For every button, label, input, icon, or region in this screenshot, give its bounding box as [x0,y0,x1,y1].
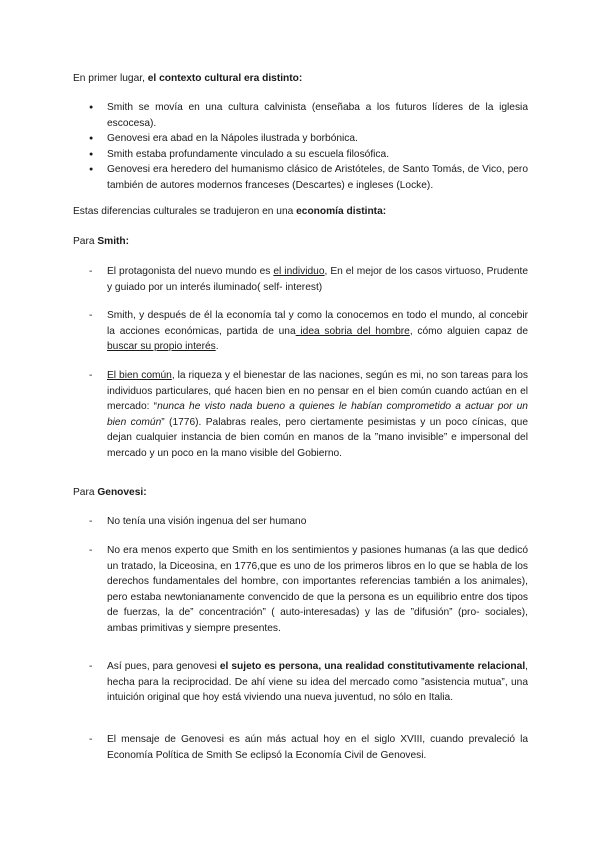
economy-bold: economía distinta: [296,206,387,217]
text-span: , cómo alguien capaz de [409,325,528,337]
text-span: , hecha para la reciprocidad. De ahí viene su idea del mercado como ”asistencia mutua”, una intuición original que hoy está viviendo una nueva juventud, no sólo en Italia. [107,661,528,703]
underlined-text: El bien común [107,370,172,381]
text-span: No tenía una visión ingenua del ser humano [107,516,307,527]
genovesi-item-relational [73,659,528,706]
smith-item-economy [73,308,528,355]
dash-marker: - [89,310,93,321]
list-item: ● Smith estaba profundamente vinculado a su escuela filosófica. [73,147,528,163]
underlined-text: el individuo [273,266,325,277]
genovesi-item-passions [73,543,528,636]
text-span: El mensaje de Genovesi es aún más actual hoy en el siglo XVIII, cuando prevaleció la Economía Política de Smith Se eclipsó la Economía Civil de Genovesi. [107,734,528,761]
economy-text: Estas diferencias culturales se tradujeron en una [73,206,297,217]
genovesi-heading-bold: Genovesi: [97,487,147,498]
text-span: . [215,341,219,352]
culture-bullet-list [73,100,528,193]
list-item: ● Genovesi era abad en la Nápoles ilustrada y borbónica. [73,131,528,147]
smith-item-common-good [73,368,528,461]
economy-paragraph [73,204,528,220]
underlined-text: idea sobria del hombre [295,325,410,337]
bold-text: el sujeto es persona, una realidad constitutivamente relacional [219,661,526,672]
smith-heading [73,234,528,250]
genovesi-heading [73,485,528,501]
text-span: El protagonista del nuevo mundo es [107,266,274,277]
intro-paragraph [73,71,528,87]
text-span: ” (1776). Palabras reales, pero ciertamente pesimistas y un poco cínicas, que dejan cualquier instancia de bien común en manos de la ”mano invisible” e impersonal del mercado y un poco en la mano visible del Gobierno. [107,416,528,459]
dash-marker: - [89,734,93,745]
italic-quote: nunca he visto nada bueno a quienes le habían comprometido a actuar por un bien común [107,401,528,428]
smith-heading-bold: Smith: [97,236,130,247]
smith-item-individual [73,264,528,295]
genovesi-heading-prefix: Para [73,487,98,498]
dash-marker: - [89,370,93,381]
text-span: , En el mejor de los casos virtuoso, Prudente y guiado por un interés iluminado( self- interest) [107,266,528,293]
dash-marker: - [89,661,93,672]
smith-heading-prefix: Para [73,236,98,247]
underlined-text: buscar su propio interés [107,341,216,352]
list-item: ● Genovesi era heredero del humanismo clásico de Aristóteles, de Santo Tomás, de Vico, pero también de autores modernos franceses (Descartes) e ingleses (Locke). [73,162,528,193]
intro-bold: el contexto cultural era distinto: [147,73,303,84]
dash-marker: - [89,516,93,527]
text-span: , la riqueza y el bienestar de las naciones, según es mi, no son tareas para los individuos particulares, qué hacen bien en no pensar en el bien común cuando actúan en el mercado: “ [107,370,529,412]
intro-text: En primer lugar, [73,73,148,84]
dash-marker: - [89,266,93,277]
genovesi-item-message [73,732,528,763]
text-span: Smith, y después de él la economía tal y como la conocemos en todo el mundo, al concebir la acciones económicas, partida de una [107,310,528,337]
genovesi-item-vision [73,514,528,530]
text-span: Así pues, para genovesi [107,661,220,672]
list-item: ● Smith se movía en una cultura calvinista (enseñaba a los futuros líderes de la iglesia escocesa). [73,100,528,131]
text-span: No era menos experto que Smith en los sentimientos y pasiones humanas (a las que dedicó un tratado, la Diceosina, en 1776,que es uno de los primeros libros en lo que se habla de los derechos fundamentales del hombre, con importantes referencias también a los animales), pero estaba newtonianamente convencido de que la persona es un equilibrio entre dos tipos de fuerzas, la de” concentración” ( auto-interesadas) y las de ”difusión” (pro- sociales), ambas primitivas y siempre presentes. [107,545,528,634]
dash-marker: - [89,545,93,556]
